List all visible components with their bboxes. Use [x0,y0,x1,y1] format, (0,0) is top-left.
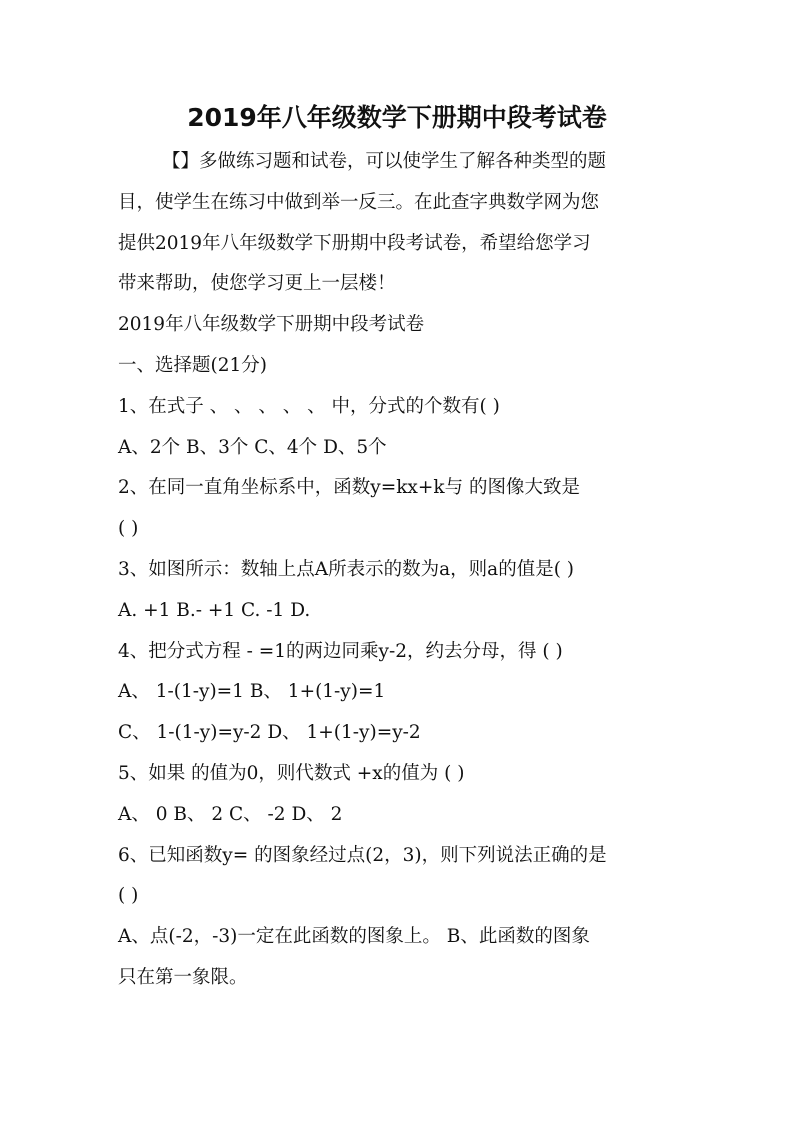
question-6-continued: ( ) [118,885,139,907]
question-1-options: A、2个 B、3个 C、4个 D、5个 [118,436,387,458]
question-3-options: A. +1 B.- +1 C. -1 D. [118,599,311,621]
question-6-option-b-continued: 只在第一象限。 [118,966,248,988]
question-2: 2、在同一直角坐标系中，函数y=kx+k与 的图像大致是 [118,477,580,499]
question-5-options: A、 0 B、 2 C、 -2 D、 2 [118,803,343,825]
question-3: 3、如图所示：数轴上点A所表示的数为a，则a的值是( ) [118,558,575,580]
question-6: 6、已知函数y= 的图象经过点(2，3)，则下列说法正确的是 [118,844,607,866]
section-subtitle: 2019年八年级数学下册期中段考试卷 [118,314,425,336]
intro-line-3: 提供2019年八年级数学下册期中段考试卷，希望给您学习 [118,232,591,254]
question-4: 4、把分式方程 - =1的两边同乘y-2，约去分母，得 ( ) [118,640,563,662]
question-4-options-cd: C、 1-(1-y)=y-2 D、 1+(1-y)=y-2 [118,722,421,744]
question-5: 5、如果 的值为0，则代数式 +x的值为 ( ) [118,762,465,784]
document-title: 2019年八年级数学下册期中段考试卷 [187,103,607,132]
question-2-continued: ( ) [118,518,139,540]
question-1: 1、在式子 、 、 、 、 、 中，分式的个数有( ) [118,395,500,417]
question-6-option-ab: A、点(-2，-3)一定在此函数的图象上。 B、此函数的图象 [118,926,590,948]
document-body [118,142,678,999]
intro-line-1: 【】多做练习题和试卷，可以使学生了解各种类型的题 [162,151,607,172]
question-4-options-ab: A、 1-(1-y)=1 B、 1+(1-y)=1 [118,681,386,703]
section-heading-choice: 一、选择题(21分) [118,354,267,376]
intro-line-2: 目，使学生在练习中做到举一反三。在此查字典数学网为您 [118,191,600,213]
intro-line-4: 带来帮助，使您学习更上一层楼！ [118,273,396,295]
